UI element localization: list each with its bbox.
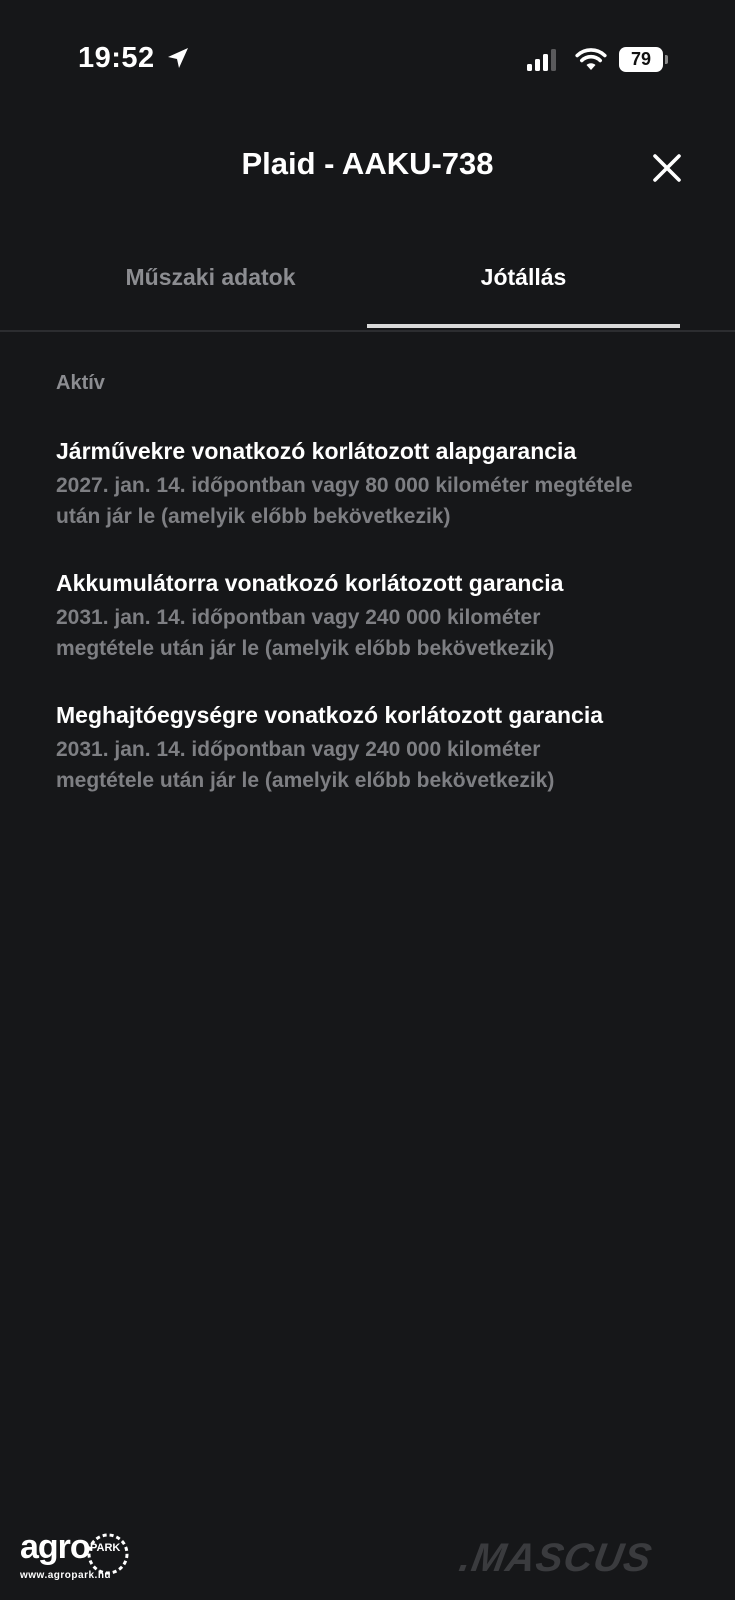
tab-warranty[interactable]: Jótállás bbox=[480, 264, 567, 290]
warranty-item bbox=[56, 700, 686, 796]
active-tab-indicator bbox=[367, 324, 680, 328]
park-logo-text: PARK bbox=[90, 1542, 121, 1554]
page-title: Plaid - AAKU-738 bbox=[241, 146, 494, 181]
cellular-signal-icon bbox=[526, 48, 560, 72]
warranty-description bbox=[56, 602, 686, 664]
warranty-description-line: 2027. jan. 14. időpontban vagy 80 000 kilométer megtétele bbox=[56, 474, 633, 497]
tab-technical-data[interactable]: Műszaki adatok bbox=[125, 264, 296, 290]
warranty-item bbox=[56, 436, 686, 532]
warranty-description bbox=[56, 470, 686, 532]
battery-indicator bbox=[619, 47, 667, 72]
warranty-title: Akkumulátorra vonatkozó korlátozott garancia bbox=[56, 570, 564, 596]
agropark-url: www.agropark.hu bbox=[20, 1570, 112, 1581]
warranty-description-line: 2031. jan. 14. időpontban vagy 240 000 kilométer bbox=[56, 606, 541, 629]
section-label-active: Aktív bbox=[56, 372, 105, 394]
battery-level: 79 bbox=[619, 47, 663, 72]
mascus-watermark: .MASCUS bbox=[456, 1536, 656, 1580]
warranty-description bbox=[56, 734, 686, 796]
tab-bar bbox=[0, 240, 735, 332]
wifi-icon bbox=[575, 46, 607, 72]
warranty-description-line: megtétele után jár le (amelyik előbb bekövetkezik) bbox=[56, 769, 555, 792]
warranty-description-line: megtétele után jár le (amelyik előbb bekövetkezik) bbox=[56, 637, 555, 660]
status-bar bbox=[0, 0, 735, 110]
close-icon[interactable] bbox=[647, 148, 687, 188]
agropark-watermark bbox=[20, 1528, 140, 1588]
warranty-description-line: 2031. jan. 14. időpontban vagy 240 000 kilométer bbox=[56, 738, 541, 761]
warranty-description-line: után jár le (amelyik előbb bekövetkezik) bbox=[56, 505, 451, 528]
warranty-title: Meghajtóegységre vonatkozó korlátozott garancia bbox=[56, 702, 604, 728]
warranty-title: Járművekre vonatkozó korlátozott alapgarancia bbox=[56, 438, 577, 464]
battery-nub bbox=[665, 55, 668, 64]
agro-logo-text: agro bbox=[20, 1528, 90, 1566]
status-time: 19:52 bbox=[78, 42, 155, 74]
location-arrow-icon bbox=[166, 46, 190, 70]
warranty-item bbox=[56, 568, 686, 664]
